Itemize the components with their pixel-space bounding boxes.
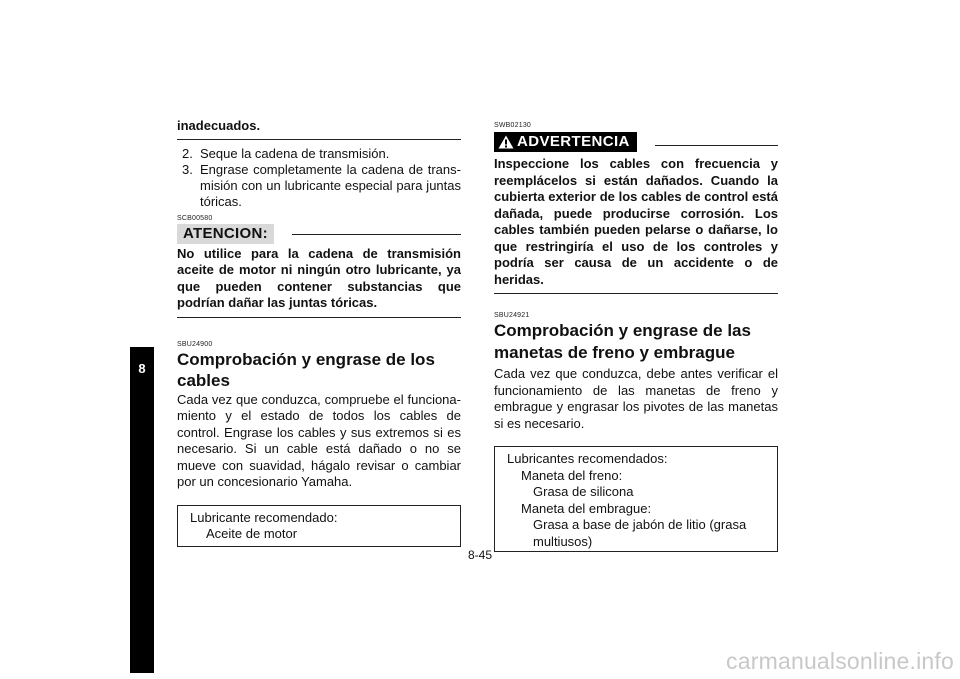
section-tab [130, 347, 154, 673]
brake-lever-label: Maneta del freno: [521, 467, 623, 483]
lubricants-box [494, 446, 778, 552]
right-column [494, 122, 778, 552]
left-column [177, 118, 461, 547]
warning-label: ADVERTENCIA [517, 133, 630, 150]
caution-code: SCB00580 [177, 214, 213, 222]
step-text: Engrase completamente la cadena de transmisión con un lubricante especial para juntas tóricas. [200, 161, 461, 209]
page-number: 8-45 [467, 548, 493, 562]
lubricants-title: Lubricantes recomendados: [507, 451, 668, 466]
step-text: Seque la cadena de transmisión. [200, 145, 390, 161]
section-tab-number: 8 [138, 361, 146, 376]
warning-text: Inspeccione los cables con frecuencia y reemplácelos si están dañados. Cuando la cubierta exterior de los cables de control está dañada, puede producirse corrosión. Los cables también pueden pelarse o dañarse, lo que restringiría el uso de los controles y podría ser causa de un accidente o de heridas. [494, 156, 778, 287]
section-text: Cada vez que conduzca, compruebe el funcionamiento y el estado de todos los cables de control. Engrase los cables y sus extremos si es necesario. Si un cable está dañado o no se mueve con suavidad, hágalo revisar o cambiar por un concesionario Yamaha. [177, 391, 461, 489]
lubricant-title: Lubricante recomendado: [190, 509, 338, 525]
watermark: carmanualsonline.info [726, 648, 954, 674]
divider [292, 234, 461, 235]
steps-list [177, 146, 461, 210]
step-number: 3. [182, 161, 193, 177]
warning-code: SWB02130 [494, 122, 532, 129]
section-text: Cada vez que conduzca, debe antes verificar el funcionamiento de las manetas de freno y embrague y engrasar los pivotes de las manetas si es necesario. [494, 366, 778, 431]
section-code: SBU24900 [177, 340, 213, 348]
brake-lever-value: Grasa de silicona [533, 484, 634, 499]
divider [177, 139, 461, 140]
warning-header [494, 132, 778, 152]
section-title: Comprobación y engrase de los cables [177, 349, 435, 390]
clutch-lever-value: Grasa a base de jabón de litio (grasa multiusos) [533, 517, 747, 549]
section-title: Comprobación y engrase de las manetas de freno y embrague [494, 321, 751, 362]
divider [177, 317, 461, 318]
warning-triangle-icon [498, 135, 514, 149]
divider [494, 293, 778, 294]
section-code: SBU24921 [494, 312, 530, 319]
caution-text: No utilice para la cadena de transmisión aceite de motor ni ningún otro lubricante, ya que pueden contener substancias que podrían dañar las juntas tóricas. [177, 245, 461, 310]
list-item [177, 162, 461, 210]
list-item [177, 146, 461, 162]
caution-header [177, 224, 461, 244]
lubricant-item: Aceite de motor [206, 526, 298, 541]
step-number: 2. [182, 145, 193, 161]
intro-text: inadecuados. [177, 118, 261, 133]
divider [655, 145, 778, 146]
warning-badge [494, 132, 637, 152]
clutch-lever-label: Maneta del embrague: [521, 500, 652, 516]
caution-badge: ATENCION: [177, 224, 274, 244]
lubricant-box [177, 505, 461, 547]
